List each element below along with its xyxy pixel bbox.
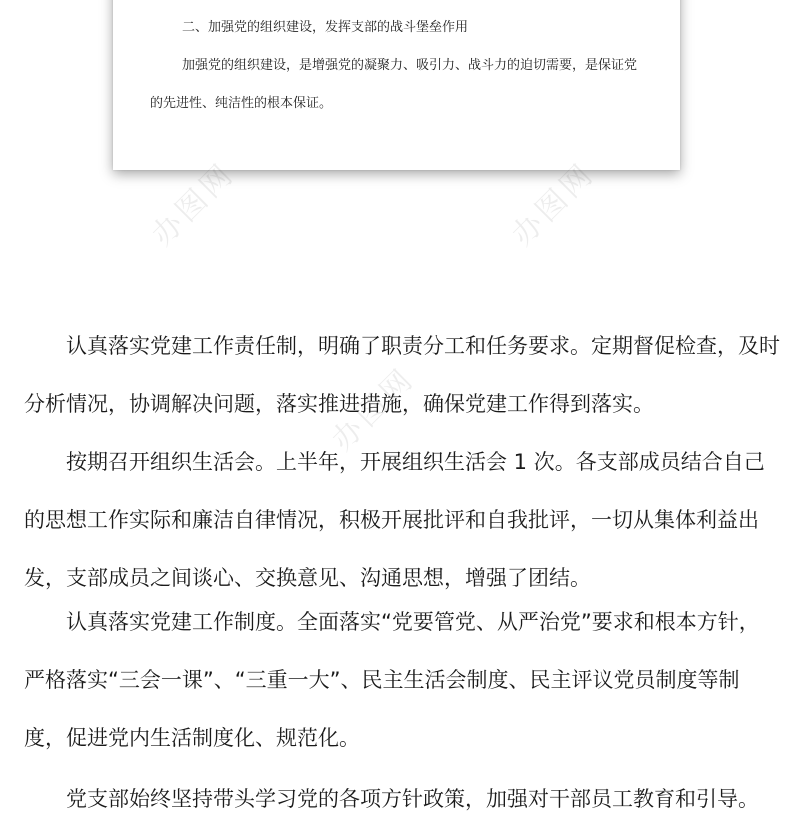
watermark: 办图网 <box>325 361 422 458</box>
body-paragraph-2: 按期召开组织生活会。上半年，开展组织生活会 1 次。各支部成员结合自己的思想工作实际和廉洁自律情况，积极开展批评和自我批评，一切从集体利益出发，支部成员之间谈心、交换意见、沟通思想，增强了团结。 <box>24 450 765 590</box>
watermark: 办图网 <box>505 156 602 253</box>
watermark: 办图网 <box>145 156 242 253</box>
body-paragraph-3: 认真落实党建工作制度。全面落实“党要管党、从严治党”要求和根本方针，严格落实“三会一课”、“三重一大”、民主生活会制度、民主评议党员制度等制度，促进党内生活制度化、规范化。 <box>24 610 760 750</box>
body-paragraph-4: 党支部始终坚持带头学习党的各项方针政策，加强对干部员工教育和引导。 <box>66 787 759 811</box>
body-paragraph-1: 认真落实党建工作责任制，明确了职责分工和任务要求。定期督促检查，及时分析情况，协调解决问题，落实推进措施，确保党建工作得到落实。 <box>24 334 780 416</box>
section-heading: 二、加强党的组织建设，发挥支部的战斗堡垒作用 <box>182 20 469 35</box>
section-paragraph: 加强党的组织建设，是增强党的凝聚力、吸引力、战斗力的迫切需要，是保证党的先进性、纯洁性的根本保证。 <box>150 58 638 111</box>
